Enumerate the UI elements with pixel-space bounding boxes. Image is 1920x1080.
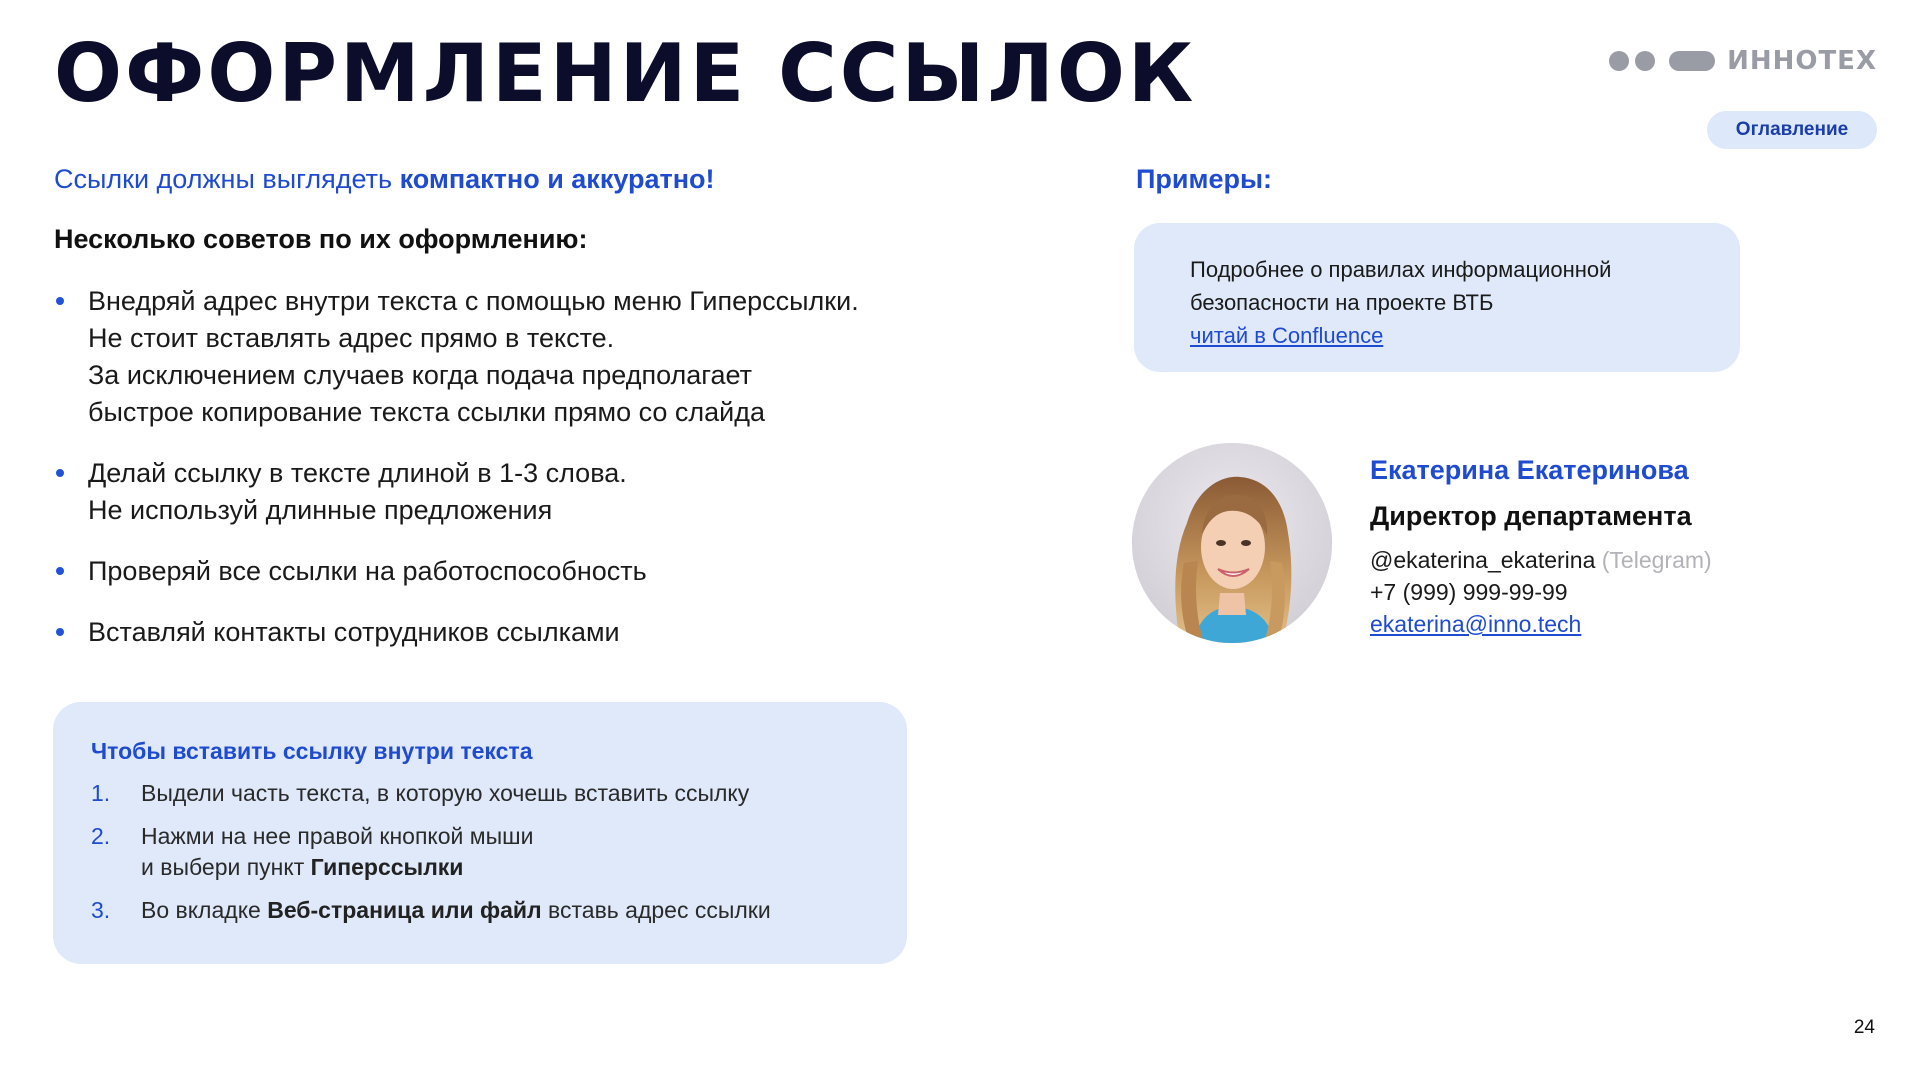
logo-wordmark: ИННОТЕХ xyxy=(1727,46,1877,76)
how-to-insert-link-card xyxy=(53,702,907,964)
how-to-title: Чтобы вставить ссылку внутри текста xyxy=(91,738,533,764)
confluence-link[interactable]: читай в Confluence xyxy=(1190,323,1384,348)
step-number: 3. xyxy=(91,897,111,923)
examples-label: Примеры: xyxy=(1136,164,1273,194)
tips-heading: Несколько советов по их оформлению: xyxy=(54,224,588,254)
step-plain: и выбери пункт xyxy=(141,854,311,880)
step-item xyxy=(91,895,881,926)
tip-line: Не стоит вставлять адрес прямо в тексте. xyxy=(88,323,615,353)
step-line: Нажми на нее правой кнопкой мыши xyxy=(141,823,534,849)
logo-pill-icon xyxy=(1669,51,1715,71)
step-text xyxy=(141,895,771,926)
tip-line: быстрое копирование текста ссылки прямо со слайда xyxy=(88,397,766,427)
contact-phone: +7 (999) 999-99-99 xyxy=(1370,579,1568,605)
example-line: безопасности на проекте ВТБ xyxy=(1190,290,1494,315)
example-card xyxy=(1134,223,1740,372)
contact-name: Екатерина Екатеринова xyxy=(1370,455,1689,485)
intro-plain: Ссылки должны выглядеть xyxy=(54,164,400,194)
table-of-contents-button[interactable]: Оглавление xyxy=(1707,111,1877,149)
company-logo xyxy=(1609,46,1877,76)
telegram-note: (Telegram) xyxy=(1601,547,1712,573)
intro-bold: компактно и аккуратно! xyxy=(399,164,715,194)
logo-dot-icon xyxy=(1635,51,1655,71)
step-text xyxy=(141,821,533,883)
logo-dot-icon xyxy=(1609,51,1629,71)
tip-line: Не используй длинные предложения xyxy=(88,495,553,525)
step-number: 2. xyxy=(91,823,111,849)
portrait-image xyxy=(1132,443,1332,643)
step-plain: вставь адрес ссылки xyxy=(541,897,771,923)
example-text xyxy=(1190,253,1611,352)
tip-item xyxy=(54,455,954,529)
intro-text xyxy=(54,164,715,195)
tip-line: Проверяй все ссылки на работоспособность xyxy=(88,556,647,586)
page-title: ОФОРМЛЕНИЕ ССЫЛОК xyxy=(54,27,1197,120)
step-bold: Гиперссылки xyxy=(310,854,464,880)
step-bold: Веб-страница или файл xyxy=(267,897,542,923)
email-link[interactable]: ekaterina@inno.tech xyxy=(1370,611,1582,637)
example-line: Подробнее о правилах информационной xyxy=(1190,257,1612,282)
step-plain: Во вкладке xyxy=(141,897,268,923)
contact-email-row xyxy=(1370,608,1712,640)
tip-line: Вставляй контакты сотрудников ссылками xyxy=(88,617,620,647)
tip-line: За исключением случаев когда подача предполагает xyxy=(88,360,753,390)
tip-line: Внедряй адрес внутри текста с помощью меню Гиперссылки. xyxy=(88,286,859,316)
contact-role: Директор департамента xyxy=(1370,501,1692,531)
step-line xyxy=(141,852,533,883)
step-text: Выдели часть текста, в которую хочешь вставить ссылку xyxy=(141,780,750,806)
avatar xyxy=(1132,443,1332,643)
steps-list xyxy=(91,778,881,938)
step-item xyxy=(91,778,881,809)
contact-telegram xyxy=(1370,544,1712,576)
step-number: 1. xyxy=(91,780,111,806)
tip-line: Делай ссылку в тексте длиной в 1-3 слова. xyxy=(88,458,627,488)
tip-item xyxy=(54,283,954,431)
page-number: 24 xyxy=(1853,1017,1875,1038)
telegram-handle: @ekaterina_ekaterina xyxy=(1370,547,1596,573)
contact-card xyxy=(1370,452,1712,640)
tips-list xyxy=(54,283,954,675)
tip-item xyxy=(54,553,954,590)
step-item xyxy=(91,821,881,883)
tip-item xyxy=(54,614,954,651)
